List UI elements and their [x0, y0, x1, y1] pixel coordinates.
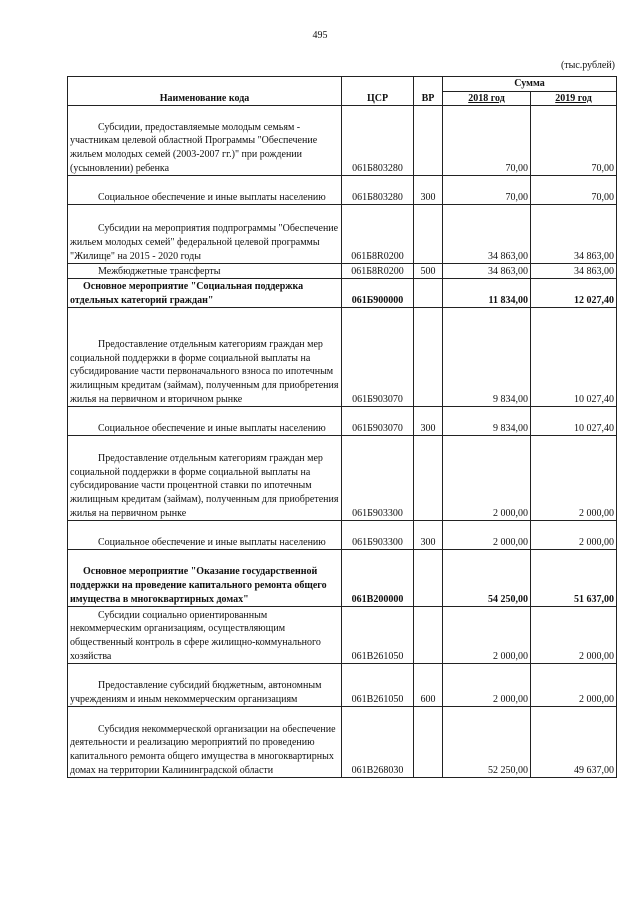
row-2019: 10 027,40	[531, 407, 617, 436]
header-csr: ЦСР	[342, 77, 414, 106]
row-csr: 061Б8R0200	[342, 264, 414, 279]
table-row	[68, 664, 617, 707]
row-2019: 70,00	[531, 106, 617, 176]
row-csr: 061В268030	[342, 707, 414, 778]
row-vr	[414, 436, 443, 521]
row-2019: 2 000,00	[531, 436, 617, 521]
row-vr: 300	[414, 521, 443, 550]
table-row	[68, 607, 617, 664]
row-csr: 061Б903070	[342, 407, 414, 436]
table-row	[68, 308, 617, 407]
row-name: Субсидии социально ориентированным некоммерческим организациям, осуществляющим общественный контроль в сфере жилищно-коммунального хозяйства	[68, 607, 342, 664]
table-row	[68, 521, 617, 550]
row-2018: 9 834,00	[443, 308, 531, 407]
row-vr	[414, 106, 443, 176]
row-2019: 34 863,00	[531, 264, 617, 279]
row-csr: 061Б900000	[342, 279, 414, 308]
row-vr: 500	[414, 264, 443, 279]
table-row	[68, 279, 617, 308]
row-name: Социальное обеспечение и иные выплаты населению	[68, 521, 342, 550]
header-2019: 2019 год	[531, 91, 617, 106]
row-2018: 9 834,00	[443, 407, 531, 436]
row-vr	[414, 607, 443, 664]
table-row	[68, 106, 617, 176]
row-vr: 600	[414, 664, 443, 707]
row-name: Основное мероприятие "Социальная поддержка отдельных категорий граждан"	[68, 279, 342, 308]
row-2019: 49 637,00	[531, 707, 617, 778]
row-name: Субсидия некоммерческой организации на обеспечение деятельности и реализацию мероприятий по проведению капитального ремонта общего имущества в многоквартирных домах на территории Калининградской области	[68, 707, 342, 778]
row-vr	[414, 308, 443, 407]
row-vr	[414, 707, 443, 778]
row-name: Предоставление отдельным категориям граждан мер социальной поддержки в форме социальной выплаты на субсидирование части первоначального взноса по ипотечным жилищным кредитам (займам), полученным для приобретения жилья на первичном и вторичном рынке	[68, 308, 342, 407]
row-name: Субсидии, предоставляемые молодым семьям - участникам целевой областной Программы "Обеспечение жильем молодых семей (2003-2007 гг.)" при рождении (усыновлении) ребенка	[68, 106, 342, 176]
header-2018: 2018 год	[443, 91, 531, 106]
header-sum: Сумма	[443, 77, 617, 92]
row-2018: 2 000,00	[443, 521, 531, 550]
row-2019: 70,00	[531, 176, 617, 205]
row-2018: 2 000,00	[443, 664, 531, 707]
row-2019: 2 000,00	[531, 607, 617, 664]
budget-table	[67, 76, 617, 778]
row-name: Социальное обеспечение и иные выплаты населению	[68, 176, 342, 205]
table-row	[68, 550, 617, 607]
row-2018: 34 863,00	[443, 205, 531, 264]
row-2019: 51 637,00	[531, 550, 617, 607]
row-2019: 2 000,00	[531, 664, 617, 707]
row-name: Предоставление субсидий бюджетным, автономным учреждениям и иным некоммерческим организациям	[68, 664, 342, 707]
row-2018: 34 863,00	[443, 264, 531, 279]
row-vr	[414, 550, 443, 607]
table-row	[68, 205, 617, 264]
row-2019: 12 027,40	[531, 279, 617, 308]
row-vr	[414, 279, 443, 308]
row-2018: 70,00	[443, 106, 531, 176]
row-csr: 061В200000	[342, 550, 414, 607]
row-2019: 10 027,40	[531, 308, 617, 407]
table-row	[68, 176, 617, 205]
row-csr: 061Б903300	[342, 436, 414, 521]
row-csr: 061Б803280	[342, 176, 414, 205]
units-label: (тыс.рублей)	[560, 60, 615, 71]
table-row	[68, 407, 617, 436]
table-row	[68, 436, 617, 521]
row-name: Предоставление отдельным категориям граждан мер социальной поддержки в форме социальной выплаты на субсидирование части процентной ставки по ипотечным жилищным кредитам (займам), полученным для приобретения жилья на первичном рынке	[68, 436, 342, 521]
row-vr: 300	[414, 407, 443, 436]
row-csr: 061Б903070	[342, 308, 414, 407]
row-2018: 2 000,00	[443, 436, 531, 521]
row-name: Социальное обеспечение и иные выплаты населению	[68, 407, 342, 436]
row-name: Субсидии на мероприятия подпрограммы "Обеспечение жильем молодых семей" федеральной целевой программы "Жилище" на 2015 - 2020 годы	[68, 205, 342, 264]
row-2018: 54 250,00	[443, 550, 531, 607]
header-name: Наименование кода	[68, 77, 342, 106]
row-2018: 11 834,00	[443, 279, 531, 308]
table-row	[68, 707, 617, 778]
table-row	[68, 264, 617, 279]
row-2018: 52 250,00	[443, 707, 531, 778]
row-csr: 061В261050	[342, 607, 414, 664]
row-2018: 70,00	[443, 176, 531, 205]
row-2018: 2 000,00	[443, 607, 531, 664]
row-csr: 061Б903300	[342, 521, 414, 550]
row-vr	[414, 205, 443, 264]
header-vr: ВР	[414, 77, 443, 106]
page-number: 495	[312, 30, 328, 41]
row-name: Основное мероприятие "Оказание государственной поддержки на проведение капитального ремонта общего имущества в многоквартирных домах"	[68, 550, 342, 607]
row-vr: 300	[414, 176, 443, 205]
row-csr: 061Б8R0200	[342, 205, 414, 264]
row-2019: 34 863,00	[531, 205, 617, 264]
row-2019: 2 000,00	[531, 521, 617, 550]
row-name: Межбюджетные трансферты	[68, 264, 342, 279]
row-csr: 061Б803280	[342, 106, 414, 176]
row-csr: 061В261050	[342, 664, 414, 707]
